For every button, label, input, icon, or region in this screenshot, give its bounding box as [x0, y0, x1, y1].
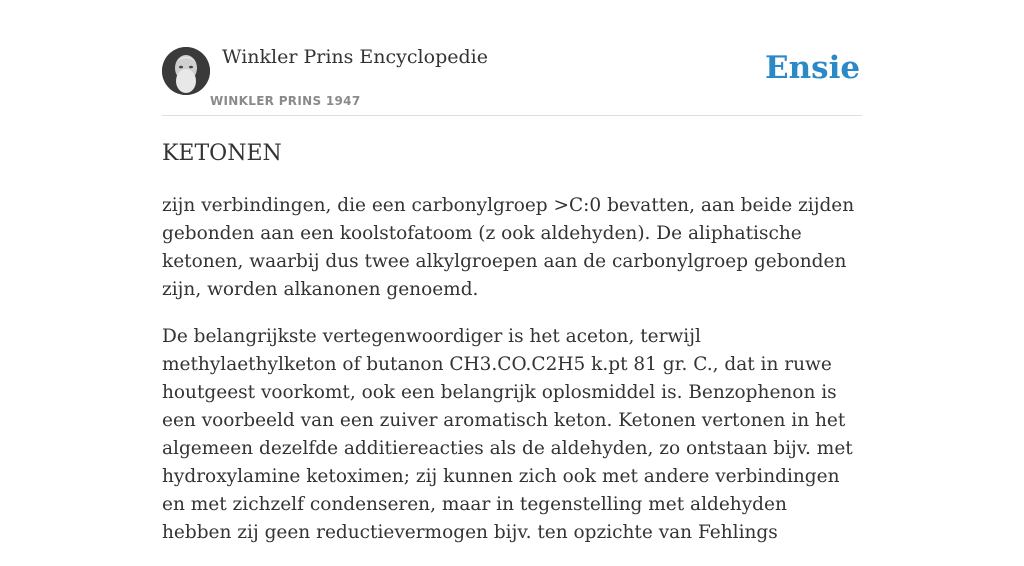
site-subtitle: WINKLER PRINS 1947 [210, 94, 361, 108]
ensie-logo-link[interactable]: Ensie [765, 50, 861, 86]
article-paragraph: De belangrijkste vertegenwoordiger is het aceton, terwijl methylaethylketon of butanon CH3.CO.C2H5 k.pt 81 gr. C., dat in ruwe houtgeest voorkomt, ook een belangrijk oplosmiddel is. Benzophenon is een voorbeeld van een zuiver aromatisch keton. Ketonen vertonen in het algemeen dezelfde additiereacties als de aldehyden, zo ontstaan bijv. met hydroxylamine ketoximen; zij kunnen zich ook met andere verbindingen en met zichzelf condenseren, maar in tegenstelling met aldehyden hebben zij geen reductievermogen bijv. ten opzichte van Fehlings [162, 326, 853, 543]
header-divider [162, 115, 862, 116]
article-body [162, 192, 862, 566]
article-paragraph: zijn verbindingen, die een carbonylgroep >C:0 bevatten, aan beide zijden gebonden aan een koolstofatoom (z ook aldehyden). De aliphatische ketonen, waarbij dus twee alkylgroepen aan de carbonylgroep gebonden zijn, worden alkanonen genoemd. [162, 195, 855, 300]
author-portrait-icon [162, 47, 210, 95]
site-title-link[interactable]: Winkler Prins Encyclopedie [222, 46, 488, 68]
article-title: KETONEN [162, 141, 282, 166]
author-avatar[interactable] [162, 47, 210, 95]
